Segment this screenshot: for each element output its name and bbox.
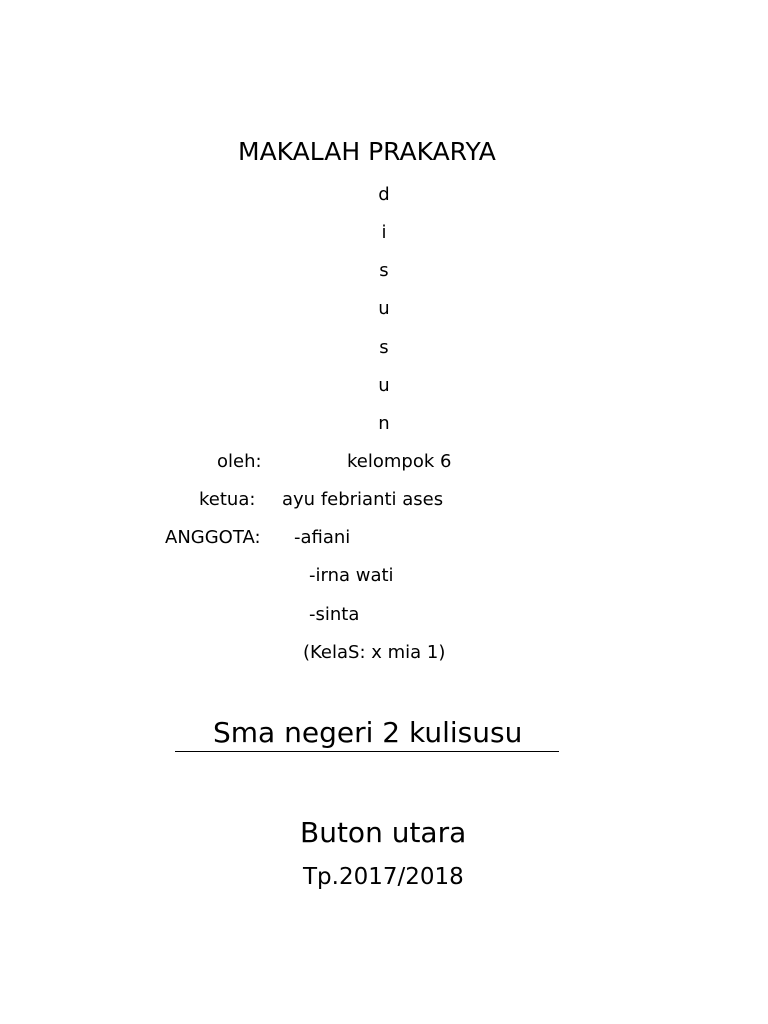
region-name: Buton utara: [300, 816, 467, 849]
anggota-member-1: -afiani: [294, 527, 351, 548]
document-title: MAKALAH PRAKARYA: [238, 137, 496, 166]
school-name: Sma negeri 2 kulisusu: [213, 716, 523, 749]
disusun-letter-n: n: [378, 413, 390, 434]
anggota-member-3: -sinta: [309, 604, 360, 625]
disusun-letter-s2: s: [379, 337, 389, 358]
anggota-label: ANGGOTA:: [165, 527, 261, 548]
school-underline: [175, 751, 559, 752]
oleh-value: kelompok 6: [347, 451, 452, 472]
anggota-member-2: -irna wati: [309, 565, 394, 586]
kelas-info: (KelaS: x mia 1): [303, 642, 446, 663]
disusun-letter-u2: u: [378, 375, 390, 396]
oleh-label: oleh:: [217, 451, 262, 472]
disusun-letter-d: d: [378, 184, 390, 205]
disusun-letter-i: i: [381, 222, 387, 243]
ketua-label: ketua:: [199, 489, 256, 510]
ketua-value: ayu febrianti ases: [282, 489, 444, 510]
disusun-letter-u: u: [378, 298, 390, 319]
school-year: Tp.2017/2018: [303, 864, 464, 890]
disusun-letter-s: s: [379, 260, 389, 281]
